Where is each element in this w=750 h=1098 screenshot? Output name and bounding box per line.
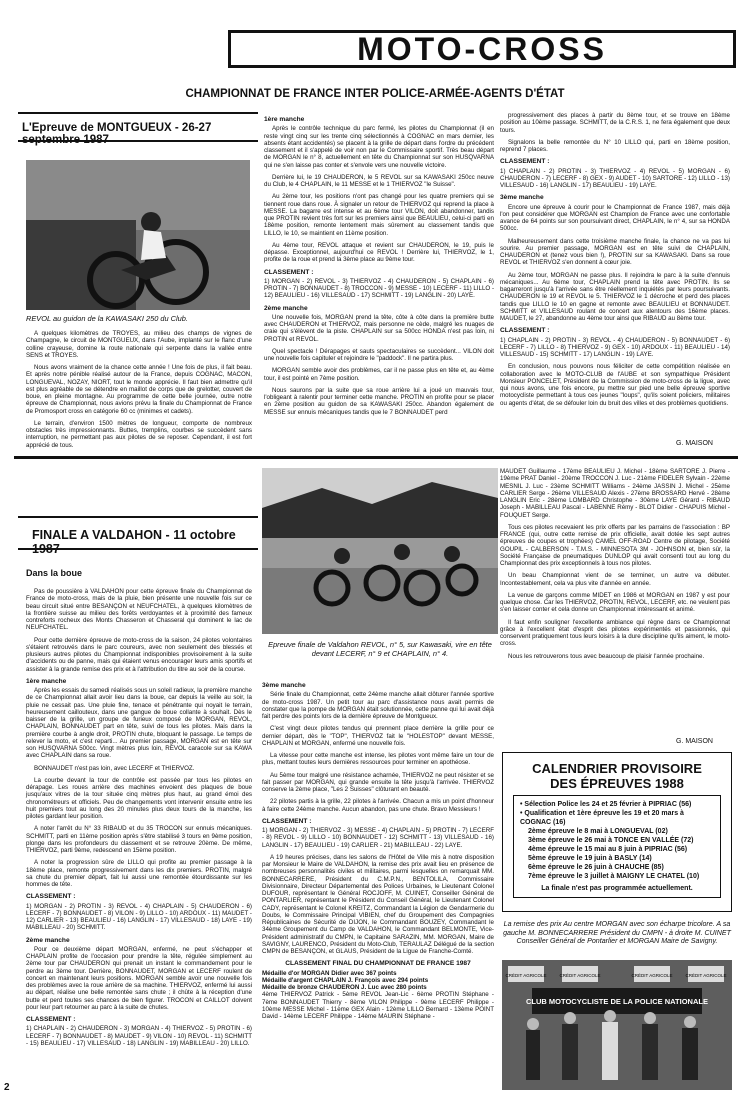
ranking-text: 1) CHAPLAIN - 2) PROTIN - 3) THIERVOZ - 4) REVOL - 5) MORGAN - 6) CHAUDERON - 7) LECERF - 8) GEX - 9) AUDET - 10) SARTORE - 12) LILLO - 13) VILLESAUD - 16) LANGLIN - 17) BEAULIEU - 19) LAYE.: [500, 167, 730, 189]
article2-right-col: [500, 468, 730, 740]
heading: 1ère manche: [264, 116, 305, 123]
paragraph: Un beau Championnat vient de se terminer, un autre va débuter. Incontestablement, cela va plus vite d'année en année.: [500, 572, 730, 587]
divider: [18, 516, 258, 518]
race-photo-caption: Epreuve finale de Valdahon REVOL, n° 5, sur Kawasaki, vire en tête devant LECERF, n° 9 et CHAPLAIN, n° 4.: [268, 640, 492, 658]
ranking-text: 1) MORGAN - 2) THIERVOZ - 3) MESSE - 4) CHAPLAIN - 5) PROTIN - 7) LECERF - 8) REVOL - 9) LILLO - 10) BONNAUDET - 12) SCHMITT - 13) VILLESAUD - 16) LANGLIN - 17) BEAULIEU - 19) CARLIER - 21) MABILLEAU - 22) LAYE.: [262, 827, 494, 849]
ranking-text: 1) CHAPLAIN - 2) CHAUDERON - 3) MORGAN - 4) THIERVOZ - 5) PROTIN - 6) LECERF - 7) BONNAUDET - 8) MAUDET - 9) VILON - 10) REVOL - 11) SCHMITT - 15) BEAULIEU - 17) VILLESAUD - 18) LANGLIN - 19) MABILLEAU - 20) LILLO.: [26, 1025, 252, 1047]
heading: 2ème manche: [26, 936, 70, 944]
heading: 3ème manche: [262, 682, 306, 689]
paragraph: Il faut enfin souligner l'excellente ambiance qui règne dans ce Championnat grâce à l'excellent état d'esprit des pilotes expérimentés et passionnés, qui conservent pratiquement tous leurs loisirs à la dure discipline qu'ils aiment, le moto-cross.: [500, 618, 730, 648]
paragraph: Une nouvelle fois, MORGAN prend la tête, côte à côte dans la première butte avec CHAUDERON et THIERVOZ, mais personne ne cède, malgré les nuages de craie qui s'élèvent de la piste. CHAPLAIN sur sa 500cc HONDA n'est pas loin, ni PROTIN et REVOL.: [264, 313, 494, 343]
rider-photo: [26, 160, 250, 310]
section-separator: [14, 456, 738, 459]
heading: 1ère manche: [26, 677, 67, 685]
sponsor-sign: CRÉDIT AGRICOLE: [631, 973, 673, 978]
paragraph: Malheureusement dans cette troisième manche finale, la chance ne va pas lui sourire. Au premier passage, MORGAN est en tête suivi de CHAPLAIN, CHAUDERON et (tenez vous bien !), PROTIN sur sa KAWASAKI. Dans sa roue REVOL et THIERVOZ s'en donnent à cœur joie.: [500, 237, 730, 267]
calendar-item: 3ème épreuve le 26 mai à TONCE EN VALLÉE (72): [528, 837, 694, 844]
paragraph: A quelques kilomètres de TROYES, au milieu des champs de vignes de Champagne, le circuit de MONTGUEUX, dans l'Aube, implanté sur le flanc d'une colline crayeuse, domine la route nationale qui serpente dans la vallée entre SENS et TROYES.: [26, 330, 252, 359]
ranking-label: CLASSEMENT :: [26, 893, 76, 901]
calendar-title-line1: CALENDRIER PROVISOIRE: [532, 761, 702, 776]
paragraph: Encore une épreuve à courir pour le Championnat de France 1987, mais déjà l'on peut considérer que MORGAN est Champion de France avec une confortable avance de 64 points sur son poursuivant direct, CHAPLAIN, le n° 4, sur sa HONDA 500cc.: [500, 203, 730, 233]
divider: [18, 140, 258, 142]
paragraph: C'est vingt deux pilotes tendus qui prennent place derrière la grille pour ce dernier départ, dès le "TOP", THIERVOZ fait le "HOLESTOP" devant MESSE, CHAPLAIN et MORGAN, enfermé une nouvelle fois.: [262, 725, 494, 747]
paragraph: MORGAN semble avoir des problèmes, car il ne passe plus en tête et, au 4ème tour, il est pointé en 7ème position.: [264, 367, 494, 382]
paragraph: La vitesse pour cette manche est intense, les pilotes vont même faire un tour de plus, mettant toutes leurs dernières ressources pour terminer en apothéose.: [262, 752, 494, 767]
paragraph: Pour cette dernière épreuve de moto-cross de la saison, 24 pilotes volontaires s'étaient retrouvés dans le parc coureurs, avec non seulement des blessés et plusieurs autres pilotes du Championnat indisponibles provisoirement à la suite d'accidents ou de panne, mais qui étaient venus encourager leurs amis sportifs et assister à la grande remise des prix et à l'attribution du titre au soir de la course.: [26, 636, 252, 673]
article2-left-col: [26, 588, 252, 1068]
signature: G. MAISON: [676, 440, 713, 447]
ranking-label: CLASSEMENT :: [500, 327, 550, 335]
calendar-item: • Qualification et 1ère épreuve les 19 et 20 mars à COGNAC (16): [520, 810, 684, 826]
paragraph: Nous saurons par la suite que sa roue arrière lui a joué un mauvais tour, l'obligeant à ralentir pour terminer cette manche. PROTIN en profite pour se placer en 2ème position au guidon de sa KAWASAKI 250cc. Abandon également de MESSE sur ennuis mécaniques tandis que le 7 BONNAUDET perd: [264, 386, 494, 416]
medal-line: Médaille d'or MORGAN Didier avec 367 points: [262, 969, 397, 977]
article2-mid-col: [262, 678, 494, 1090]
calendar-item: 5ème épreuve le 19 juin à BASLY (14): [528, 855, 652, 862]
calendar-box: [502, 752, 732, 912]
ranking-text: 1) CHAPLAIN - 2) PROTIN - 3) REVOL - 4) CHAUDERON - 5) BONNAUDET - 6) LECERF - 7) LILLO - 8) THIERVOZ - 9) GEX - 10) ARDOUX - 11) BEAULIEU - 14) VILLESAUD - 15) SCHMITT - 17) LANGLIN - 19) LAYE.: [500, 336, 730, 358]
paragraph: Au 2ème tour, les positions n'ont pas changé pour les quatre premiers qui se tiennent roue dans roue. À signaler un retour de THIERVOZ qui reprend la place à MESSE. La bagarre est intense et au 6ème tour VILON, doit abandonner, tandis que PROTIN revient très fort sur les premiers ainsi que BEAULIEU, celui-ci parti en 18ème position, remonte lentement mais sûrement au classement tandis que LILLO, le 10, se maintient en 11ème position.: [264, 193, 494, 237]
article2-title: FINALE A VALDAHON - 11 octobre: [32, 528, 236, 542]
article1-left-col: [26, 330, 252, 449]
race-photo-art: [262, 468, 498, 634]
article1-mid-col: [264, 112, 494, 452]
club-banner: CLUB MOTOCYCLISTE DE LA POLICE NATIONALE: [526, 997, 708, 1006]
paragraph: BONNAUDET n'est pas loin, avec LECERF et THIERVOZ.: [34, 764, 195, 772]
ranking-label: CLASSEMENT :: [500, 158, 550, 166]
ranking-text: 1) MORGAN - 2) REVOL - 3) THIERVOZ - 4) CHAUDERON - 5) CHAPLAIN - 6) PROTIN - 7) BONNAUDET - 8) TROCCON - 9) MESSE - 10) LECERF - 11) LILLO - 12) BEAULIEU - 16) VILLESAUD - 17) SCHMITT - 19) LANGLIN - 20) LAYE.: [264, 277, 495, 300]
medal-line: Médaille de bronze CHAUDERON J. Luc avec 280 points: [262, 984, 427, 991]
sponsor-sign: CRÉDIT AGRICOLE: [559, 973, 601, 978]
calendar-item: • Sélection Police les 24 et 25 février à PIPRIAC (56): [520, 801, 692, 808]
photo-caption: REVOL au guidon de la KAWASAKI 250 du Club.: [26, 314, 188, 323]
sponsor-sign: CRÉDIT AGRICOLE: [685, 973, 727, 978]
paragraph: Tous ces pilotes recevaient les prix offerts par les parrains de l'association : BP FRANCE (qui, outre cette remise de prix officielle, avait dotée les sept autres épreuves de coupes et trophées) CAMEL OFF-ROAD Centre de pilotage, Société GOUPIL - CALBERSON - T.M.S. - MINNESOTA 3M - JOHNSON et, bien sûr, la Société Française de pneumatiques DUNLOP qui avait consenti tout au long du Championnat des prix exceptionnels à tous nos pilotes.: [500, 523, 730, 567]
ranking-label: CLASSEMENT :: [26, 1016, 76, 1023]
paragraph: Au 2ème tour, MORGAN ne passe plus. Il rejoindra le parc à la suite d'ennuis mécaniques... Au 6ème tour, CHAPLAIN prend la tête avec PROTIN. Ils se bagarreront jusqu'à l'arrivée sans être réellement inquiétés par leurs poursuivants. CHAUDERON le 19 et REVOL le 5. THIERVOZ le 1 décroche et perd des places tandis que LILLO le 10 en gagne et remonte avec BEAULIEU et BONNAUDET. SCHMITT et VILLESAUD roulant de concert aux alentours des 16ème places. MAUDET, le 27, abandonne au 4ème tour ainsi que RIBAUD au 8ème tour.: [500, 271, 730, 322]
championship-title: CHAMPIONNAT DE FRANCE INTER POLICE-ARMÉE-AGENTS D'ÉTAT: [185, 88, 565, 100]
paragraph: La courbe devant la tour de contrôle est passée par tous les pilotes en dérapage. Les roues arrière des machines envoient des plaques de boue jusqu'aux vitres de la tour située cinq mètres plus haut, au grand émoi des chronométreurs et officiels. Peu de changements vont intervenir ensuite entre les huit premiers tout au long des 20 minutes plus deux tours de la manche, les pilotes gardant leur position.: [26, 776, 252, 820]
paragraph: Pas de poussière à VALDAHON pour cette épreuve finale du Championnat de France de moto-cross, mais de la pluie, bien présente une nouvelle fois sur ce beau circuit situé entre BESANÇON et NEUFCHATEL, à quelques kilomètres de la frontière suisse au milieu des forêts verdoyantes et à proximité des fameux contreforts rocheux des Monts Chasseron et Chasseral qui dominent le lac de NEUFCHATEL.: [26, 588, 252, 632]
page-number: 2: [4, 1082, 10, 1093]
paragraph: Après le contrôle technique du parc fermé, les pilotes du Championnat (il en reste vingt cinq sur les trente cinq sélectionnés à COGNAC en mars dernier, les absents étant accidentés) se placent à la grille de départ dans l'ordre du précédent classement et il s'appelé de voir non par le Commissaire sportif. Très beau départ de MORGAN le n° 8, actuellement en tête du Championnat sur son HUSQVARNA qui ne s'en laisse pas conter et s'envole vers une nouvelle victoire.: [264, 125, 494, 169]
sponsor-sign: CRÉDIT AGRICOLE: [505, 973, 547, 978]
paragraph: Au 5ème tour malgré une résistance acharnée, THIERVOZ ne peut résister et se fait passer par MORGAN, qui grande ensuite la tête jusqu'à l'arrivée. THIERVOZ conserve la 2ème place, "Les 2 Suisses" clôturant en beauté.: [262, 771, 494, 793]
paragraph: A noter la progression sûre de LILLO qui profite au premier passage à la 18ème place, remonte progressivement dans les dix premiers. PROTIN, malgré sa chute du premier départ, fait lui aussi une remontée étourdissante sur les hommes de tête.: [26, 859, 252, 888]
paragraph: La venue de garçons comme MIDET en 1986 et MORGAN en 1987 y est pour quelque chose. Car les THIERVOZ, PROTIN, REVOL, LECERF, etc. ne veulent pas s'en laisser conter et cela donne un Championnat intéressant et animé.: [500, 591, 730, 614]
paragraph: Au 4ème tour, REVOL attaque et revient sur CHAUDERON, le 19, puis le dépasse. Exceptionnel, aujourd'hui ce REVOL ! Derrière lui, THIERVOZ, le 1, profite de la roue et prend la 3ème place au 9ème tour.: [264, 241, 494, 264]
paragraph: Le terrain, d'environ 1500 mètres de longueur, comporte de nombreux obstacles très impressionnants. Buttes, tremplins, courbes se succèdent sans interruption, ne permettant pas aux pilotes de se reposer. Cependant, il est fort apprécié de tous.: [26, 419, 252, 449]
article1-title: L'Epreuve de MONTGUEUX - 26-27: [22, 122, 212, 134]
paragraph: En conclusion, nous pouvons nous féliciter de cette compétition réalisée en collaboration avec le MOTO-CLUB de l'AUBE et son sympathique Président Monsieur PONCELET, Président de la Commission de moto-cross de la ligue, avec qui nous avons, une fois encore, pu mettre sur pied une belle épreuve sportive motocycliste permettant à tous ces jeunes "loups", qu'ils soient policiers, militaires ou agents d'état, de se défouler loin du bruit des villes et des problèmes quotidiens.: [500, 363, 730, 407]
paragraph: A noter l'arrêt du N° 33 RIBAUD et du 35 TROCON sur ennuis mécaniques. SCHMITT, parti en 11ème position après s'être stabilisé 3 tours en 9ème position, plonge dans les profondeurs du classement et se retrouve 20ème. De même, THIERVOZ, parti 9ème, redescend en 15ème position.: [26, 825, 252, 854]
article2-subtitle: Dans la boue: [26, 568, 83, 578]
paragraph: A 19 heures précises, dans les salons de l'Hôtel de Ville mis à notre disposition par Monsieur le Maire de VALDAHON, la remise des prix avait lieu en présence de nombreuses personnalités civiles et militaires, parmi lesquelles on remarquait MM. BONNECARRERE, Président du C.M.P.N., BENTOLILA, Commissaire Divisionnaire, Directeur Départemental des Polices Urbaines, le Lieutenant Colonel DUFOUR, représentant le Général ROCJOFF, M. CUINET, Conseiller Général de PONTARLIER, représentant le Président du Conseil Général, le Lieutenant Colonel CADY, représentant le Colonel KREITZ, Commandant la Légion de Gendarmerie du Doubs, le Commissaire Principal VIBIEN, chef du Groupement des Compagnies Républicaines de Sécurité de DIJON, le Commandant BOUZEY, Commandant le 34ème Groupement du Camp de VALDAHON, le Commandant BELMONTE, Vice-Président administratif du CMPN, le Capitaine SARAZIN, MM. MORGAN, Maire de SAVIGNY, LAURENCO, Président du Moto-Club, TERAULAZ Délégué de la section CMPN de BESANÇON, et GLAUS, Président de la Ligue de Franche-Comté.: [262, 853, 494, 955]
paragraph: Derrière lui, le 19 CHAUDERON, le 5 REVOL sur sa KAWASAKI 250cc neuve du Club, le 4 CHAPLAIN, le 11 MESSE et le 1 THIERVOZ "le Suisse".: [264, 173, 494, 188]
paragraph: Nous avons vraiment de la chance cette année ! Une fois de plus, il fait beau. Et après notre pénible réalisé autour de la France, depuis COGNAC, MACON, LONGUEVAL, NOZAY, NIORT, tout le monde apprécie. Il faut bien admettre qu'il est plus agréable de se détendre en maillot de corps que de grelotter, couvert de boue, en pleine montagne. Au programme de cette belle journée, outre notre épreuve de Championnat, nous avions prévu la finale du Championnat de France de Promosport cross en catégorie 60 cc (minimes et cadets).: [26, 364, 252, 415]
calendar-title-line2: DES ÉPREUVES 1988: [550, 776, 684, 791]
ranking-label: CLASSEMENT :: [262, 817, 312, 825]
paragraph: Nous les retrouverons tous avec beaucoup de plaisir l'année prochaine.: [508, 652, 705, 660]
paragraph: progressivement des places à partir du 8ème tour, et se trouve en 18ème position au 10ème passage. SCHMITT, de la C.R.S. 1, ne fera également que deux tours.: [500, 112, 730, 134]
ranking-label: CLASSEMENT :: [264, 268, 314, 276]
rider-photo-art: [26, 160, 250, 310]
calendar-item: 2ème épreuve le 8 mai à LONGUEVAL (02): [528, 828, 668, 835]
prize-caption: La remise des prix Au centre MORGAN avec son écharpe tricolore. A sa gauche M. BONNECARRERE Président du CMPN - à droite M. CUINET Conseiller Général de Pontarlier et MORGAN Maire de Savigny.: [503, 920, 731, 945]
prize-photo-art: [502, 960, 732, 1090]
final-ranking-continued: MAUDET Guillaume - 17ème BEAULIEU J. Michel - 18ème SARTORE J. Pierre - 19ème PRAT Daniel - 20ème TROCCON J. Luc - 21ème FIDELER Sylvain - 22ème MESNIL J. Luc - 23ème SCHMITT Williams - 24ème JASSIN J. Michel - 25ème CARLIER Serge - 26ème VILLESAUD Alexis - 27ème BROSSARD Hervé - 28ème LANGLIN Eric - 28ème LOMBARD Christophe - 30ème LAYE Gérard - RIBAUD Joseph - MABILLEAU Pascal - LABENNE Rémy - BLOT Didier - CHAPUIS Michel - FOUQUET Serge.: [500, 468, 730, 519]
calendar-list: [513, 795, 721, 898]
calendar-item: 4ème épreuve le 15 mai au 8 juin à PIPRIAC (56): [528, 846, 688, 853]
heading: 2ème manche: [264, 304, 308, 312]
final-ranking-text: 4ème THIERVOZ Patrick - 5ème REVOL Jean-Lic - 6ème PROTIN Stéphane - 7ème BONNAUDET Thierry - 8ème VILON Philippe - 9ème LECERF Philippe - 10ème MESSE Michel - 11ème GEX Alain - 12ème LILLO Bernard - 13ème POINT David - 14ème LECERF Philippe - 14ème MAURIN Stéphane -: [262, 991, 494, 1020]
banner-title: MOTO-CROSS: [357, 30, 607, 67]
paragraph: Pour ce deuxième départ MORGAN, enfermé, ne peut s'échapper et CHAPLAIN profite de l'occasion pour prendre la tête, régulée simplement au 2ème tour par CHAUDERON qui prenait un instant le commandement pour le perdre au 3ème tour. Derrière, BONNAUDET, MORGAN et LECERF roulent de concert en maintenant leurs positions. MORGAN semble avoir une nouvelle fois des problèmes avec la roue arrière de sa machine. THIERVOZ, enfermé lui aussi au départ, réalise une belle remontée sans chute ; il chûte à la réception d'une butte et perd toutes ses chances de bien figurer. TROCON et CAILLOT doivent pour leur part retourner au parc à la suite de chutes.: [26, 945, 252, 1011]
prize-photo: [502, 960, 732, 1090]
calendar-item: 7ème épreuve le 3 juillet à MAIGNY LE CHATEL (10): [528, 873, 700, 880]
heading: 3ème manche: [500, 194, 544, 202]
paragraph: Série finale du Championnat, cette 24ème manche allait clôturer l'année sportive de moto-cross 1987. Un petit tour au parc d'assistance nous avait permis de constater que la pompe de MORGAN était solutionnée, cette panne qui lui avait déjà fait perdre des points lors de la dernière épreuve de Montgueux.: [262, 691, 494, 720]
section-banner: [228, 30, 736, 68]
paragraph: Après les essais du samedi réalisés sous un soleil radieux, la première manche de ce Championnat allait avoir lieu dans la boue, car depuis la veille au soir, la pluie ne cessait pas. Une pluie fine, tenace et pénétrante qui noyait le terrain, heureusement caillouteux, dans une gangue de boue collante à souhait. Dès le baisser de la grille, un groupe de furieux composé de MORGAN, REVOL, CHAPLAIN, BONNAUDET part en tête, suivi de tous les pilotes. Mais dans la première courbe à angle droit, PROTIN chute, bloquant le passage. Le temps de relever la moto, et c'est reparti... Au premier passage, MORGAN est en tête sur son HUSQVARNA 500cc. Vingt mètres plus loin, REVOL caracole sur sa KAWA avec CHAPLAIN dans sa roue.: [26, 687, 252, 760]
article1-right-col: [500, 112, 730, 434]
divider: [18, 112, 258, 114]
calendar-note: La finale n'est pas programmée actuellement.: [541, 885, 693, 892]
signature: G. MAISON: [676, 738, 713, 745]
medal-line: Médaille d'argent CHAPLAIN J. François avec 294 points: [262, 976, 429, 984]
paragraph: Quel spectacle ! Dérapages et sauts spectaculaires se succèdent... VILON doit une nouvelle fois capituler et rejoindre le "paddock". Il ne partira plus.: [264, 347, 494, 362]
paragraph: Signalons la belle remontée du N° 10 LILLO qui, parti en 18ème position, reprend 7 places.: [500, 138, 730, 153]
ranking-text: 1) MORGAN - 2) PROTIN - 3) REVOL - 4) CHAPLAIN - 5) CHAUDERON - 6) LECERF - 7) BONNAUDET - 8) VILON - 9) LILLO - 10) ARDOUX - 11) MAUDET - 12) CARLIER - 13) BEAULIEU - 16) LANGLIN - 17) VILLESAUD - 18) LAYE - 19) MABILLEAU - 20) SCHMITT.: [26, 902, 252, 932]
final-ranking-title: CLASSEMENT FINAL DU CHAMPIONNAT DE FRANCE 1987: [285, 960, 471, 968]
race-photo: [262, 468, 498, 634]
calendar-item: 6ème épreuve le 26 juin à CHAUCHE (85): [528, 864, 664, 871]
divider: [18, 548, 258, 550]
paragraph: 22 pilotes partis à la grille, 22 pilotes à l'arrivée. Chacun a mis un point d'honneur à faire cette 24ème manche. Aucun abandon, pas une chute. Bravo Messieurs !: [262, 798, 494, 813]
